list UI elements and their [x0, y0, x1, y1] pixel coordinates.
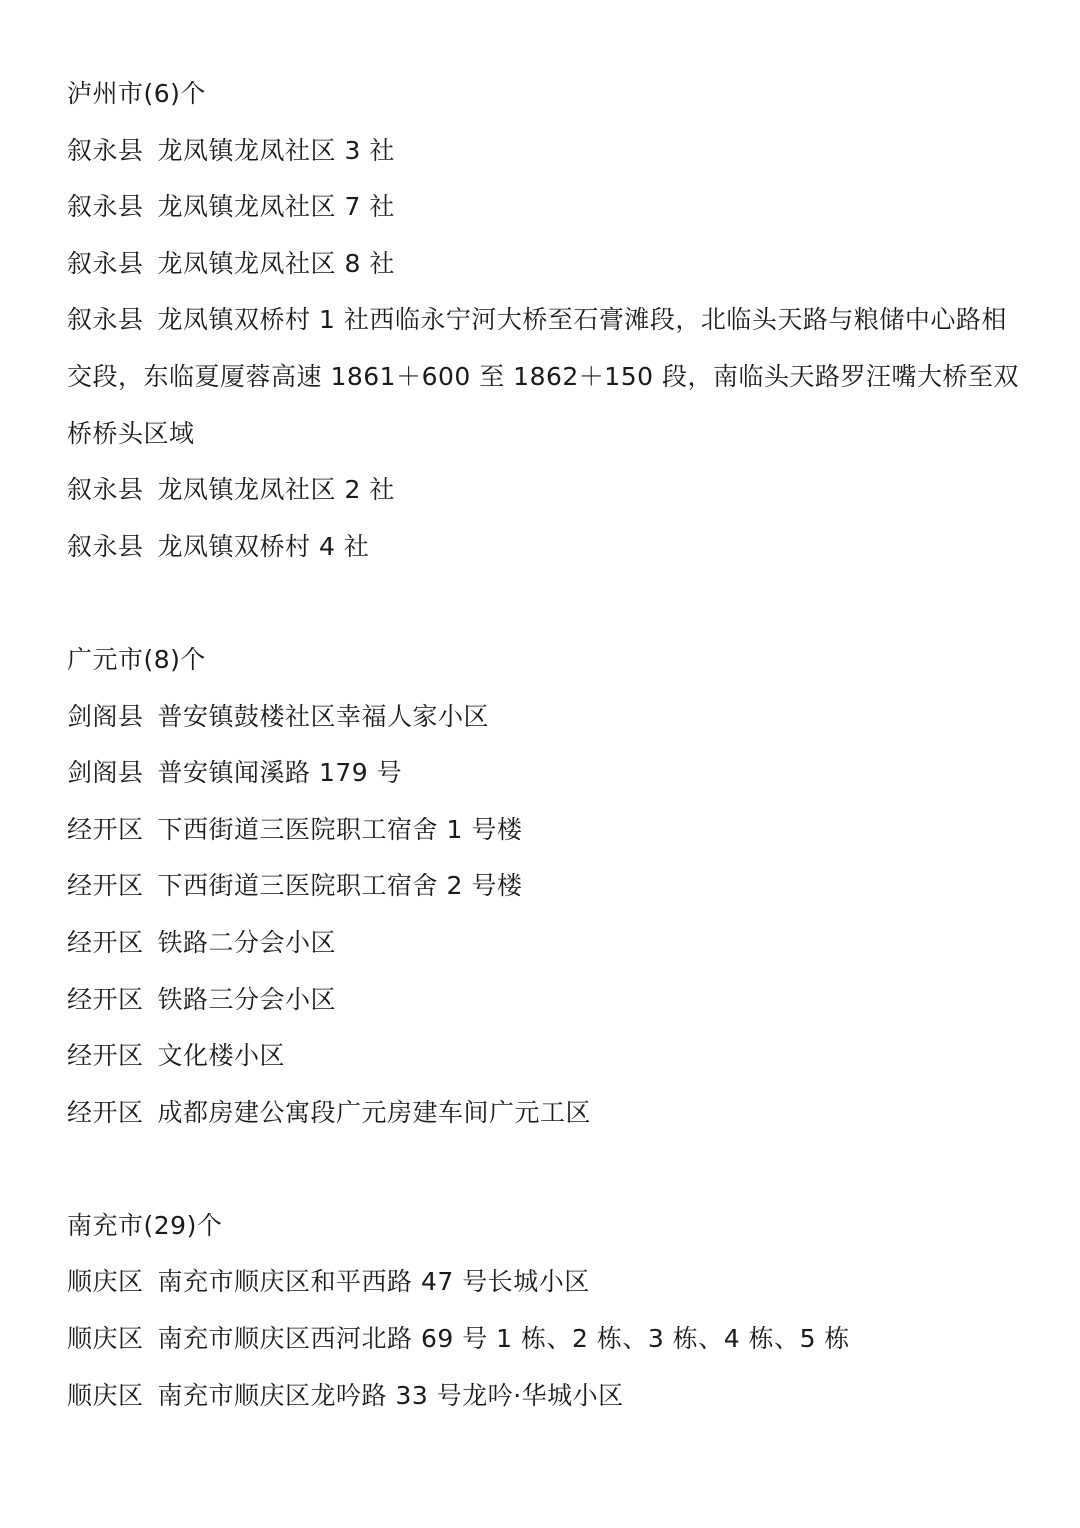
list-item	[67, 1085, 1027, 1142]
list-item	[67, 519, 1027, 576]
location-text: 下西街道三医院职工宿舍 2 号楼	[157, 871, 523, 901]
list-item	[67, 179, 1027, 236]
location-text: 龙凤镇龙凤社区 3 社	[157, 135, 395, 165]
section-spacer	[67, 1141, 1027, 1198]
section-heading: 南充市(29)个	[67, 1210, 223, 1240]
location-text: 铁路二分会小区	[157, 927, 337, 957]
district-name: 顺庆区	[67, 1380, 144, 1410]
location-text: 龙凤镇龙凤社区 7 社	[157, 192, 395, 222]
location-text: 龙凤镇双桥村 1 社西临永宁河大桥至石膏滩段，北临头天路与粮储中心路相交段，东临夏厦蓉高速 1861＋600 至 1862＋150 段，南临头天路罗汪嘴大桥至双桥桥头区域	[67, 305, 1019, 448]
list-item	[67, 1254, 1027, 1311]
list-item	[67, 858, 1027, 915]
list-item	[67, 1028, 1027, 1085]
list-item	[67, 689, 1027, 746]
location-text: 普安镇闻溪路 179 号	[157, 758, 403, 788]
district-name: 经开区	[67, 984, 144, 1014]
district-name: 顺庆区	[67, 1324, 144, 1354]
list-item	[67, 1311, 1027, 1368]
district-name: 叙永县	[67, 475, 144, 505]
location-text: 龙凤镇龙凤社区 8 社	[157, 248, 395, 278]
section-spacer	[67, 575, 1027, 632]
list-item	[67, 745, 1027, 802]
district-name: 叙永县	[67, 192, 144, 222]
list-item	[67, 1368, 1027, 1425]
location-text: 南充市顺庆区龙吟路 33 号龙吟·华城小区	[157, 1380, 624, 1410]
district-name: 叙永县	[67, 248, 144, 278]
district-name: 经开区	[67, 1097, 144, 1127]
location-text: 龙凤镇双桥村 4 社	[157, 531, 370, 561]
district-name: 经开区	[67, 927, 144, 957]
location-text: 下西街道三医院职工宿舍 1 号楼	[157, 814, 523, 844]
district-name: 顺庆区	[67, 1267, 144, 1297]
location-text: 普安镇鼓楼社区幸福人家小区	[157, 701, 490, 731]
list-item	[67, 972, 1027, 1029]
list-item	[67, 236, 1027, 293]
district-name: 叙永县	[67, 305, 144, 335]
location-text: 龙凤镇龙凤社区 2 社	[157, 475, 395, 505]
section-heading: 泸州市(6)个	[67, 79, 206, 108]
location-text: 南充市顺庆区和平西路 47 号长城小区	[157, 1267, 590, 1297]
location-text: 文化楼小区	[157, 1041, 286, 1071]
list-item	[67, 462, 1027, 519]
list-item	[67, 802, 1027, 859]
location-text: 成都房建公寓段广元房建车间广元工区	[157, 1097, 592, 1127]
location-text: 铁路三分会小区	[157, 984, 337, 1014]
list-item	[67, 123, 1027, 180]
district-name: 经开区	[67, 1041, 144, 1071]
section-heading: 广元市(8)个	[67, 644, 206, 674]
list-item	[67, 292, 1027, 462]
district-name: 剑阁县	[67, 758, 144, 788]
district-name: 叙永县	[67, 531, 144, 561]
district-name: 叙永县	[67, 135, 144, 165]
document-page	[67, 66, 1027, 1424]
list-item	[67, 915, 1027, 972]
district-name: 经开区	[67, 871, 144, 901]
district-name: 剑阁县	[67, 701, 144, 731]
district-name: 经开区	[67, 814, 144, 844]
location-text: 南充市顺庆区西河北路 69 号 1 栋、2 栋、3 栋、4 栋、5 栋	[157, 1324, 850, 1354]
